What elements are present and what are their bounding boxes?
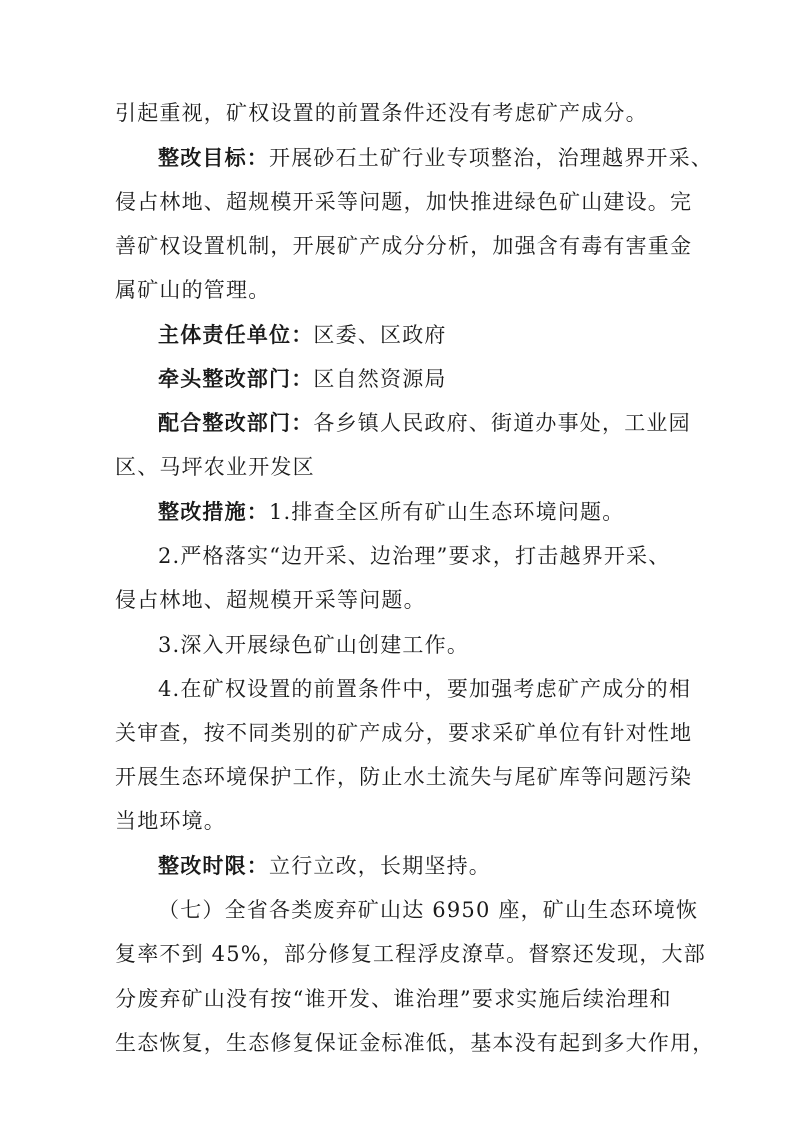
text-line: （七）全省各类废弃矿山达 6950 座，矿山生态环境恢 xyxy=(158,898,699,922)
heading-line: 牵头整改部门：区自然资源局 xyxy=(158,366,447,391)
heading-line: 整改目标：开展砂石土矿行业专项整治，治理越界开采、 xyxy=(158,145,713,170)
text-line: 开展生态环境保护工作，防止水土流失与尾矿库等问题污染 xyxy=(115,765,693,789)
text-line: 引起重视，矿权设置的前置条件还没有考虑矿产成分。 xyxy=(115,101,648,125)
section-label: 整改目标： xyxy=(158,145,269,170)
text-line: 区、马坪农业开发区 xyxy=(115,455,315,479)
section-label: 配合整改部门： xyxy=(158,410,314,435)
heading-line: 整改时限：立行立改，长期坚持。 xyxy=(158,853,491,878)
heading-line: 配合整改部门：各乡镇人民政府、街道办事处，工业园 xyxy=(158,410,691,435)
section-label: 整改时限： xyxy=(158,853,269,878)
text-line: 侵占林地、超规模开采等问题，加快推进绿色矿山建设。完 xyxy=(115,190,693,214)
text-line: 侵占林地、超规模开采等问题。 xyxy=(115,588,426,612)
heading-line: 整改措施：1.排查全区所有矿山生态环境问题。 xyxy=(158,499,625,524)
text-line: 善矿权设置机制，开展矿产成分分析，加强含有毒有害重金 xyxy=(115,234,693,258)
text-line: 3.深入开展绿色矿山创建工作。 xyxy=(158,633,470,657)
text-line: 关审查，按不同类别的矿产成分，要求采矿单位有针对性地 xyxy=(115,721,693,745)
text-line: 分废弃矿山没有按“谁开发、谁治理”要求实施后续治理和 xyxy=(115,987,672,1011)
section-label: 主体责任单位： xyxy=(158,322,314,347)
section-label: 牵头整改部门： xyxy=(158,366,314,391)
heading-line: 主体责任单位：区委、区政府 xyxy=(158,322,447,347)
text-line: 生态恢复，生态修复保证金标准低，基本没有起到多大作用， xyxy=(115,1031,715,1055)
text-line: 属矿山的管理。 xyxy=(115,278,271,302)
text-line: 4.在矿权设置的前置条件中，要加强考虑矿产成分的相 xyxy=(158,677,692,701)
text-line: 当地环境。 xyxy=(115,809,226,833)
section-label: 整改措施： xyxy=(158,499,269,524)
text-line: 2.严格落实“边开采、边治理”要求，打击越界开采、 xyxy=(158,544,671,568)
text-line: 复率不到 45%，部分修复工程浮皮潦草。督察还发现，大部 xyxy=(115,942,706,966)
